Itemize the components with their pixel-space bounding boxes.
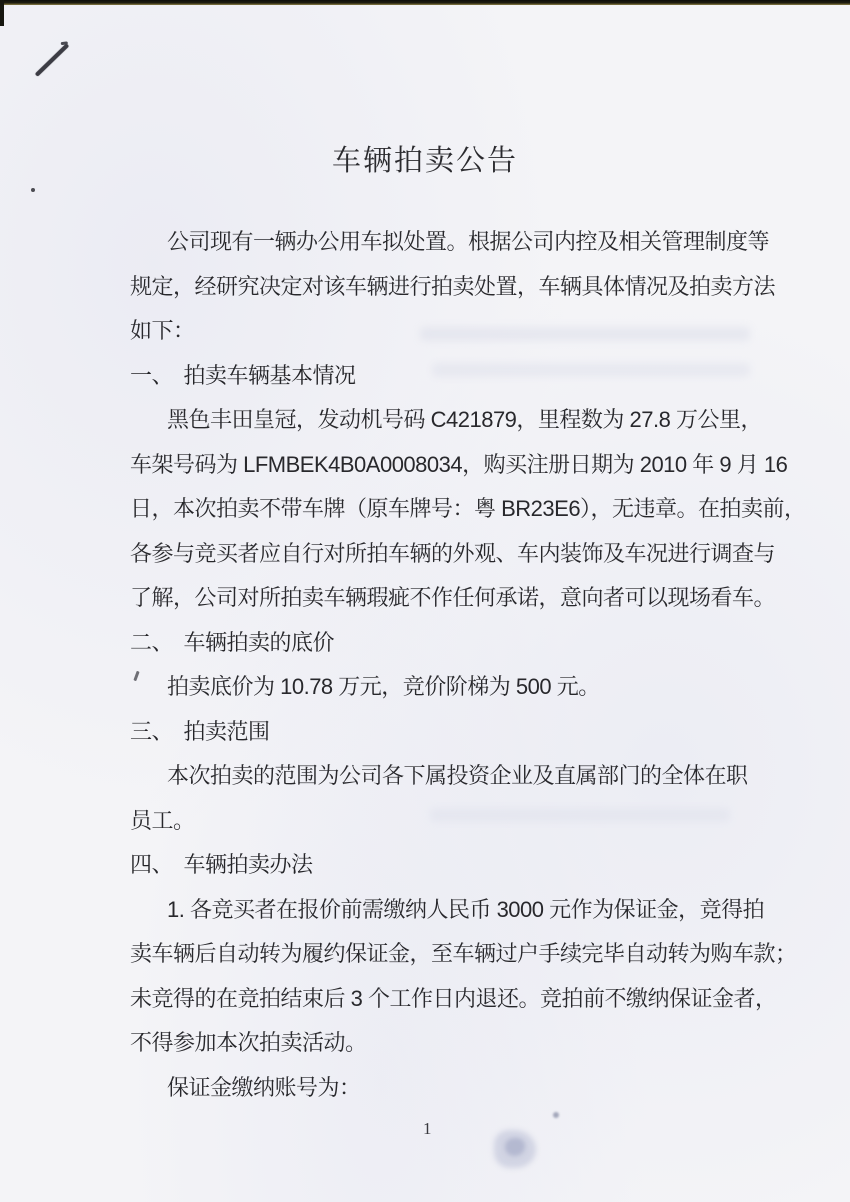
- ink-dot-mark: [31, 188, 35, 192]
- paragraph-line: 了解，公司对所拍卖车辆瑕疵不作任何承诺，意向者可以现场看车。: [130, 585, 776, 610]
- paragraph-line: 公司现有一辆办公用车拟处置。根据公司内控及相关管理制度等: [167, 229, 770, 254]
- section-heading-3: 三、 拍卖范围: [130, 718, 270, 744]
- section-heading-1: 一、 拍卖车辆基本情况: [130, 362, 356, 388]
- paragraph-line: 员工。: [130, 807, 195, 833]
- paragraph-line: 保证金缴纳账号为：: [167, 1074, 361, 1100]
- paragraph-line: 1. 各竞买者在报价前需缴纳人民币 3000 元作为保证金，竞得拍: [167, 896, 765, 922]
- paragraph-line: 本次拍卖的范围为公司各下属投资企业及直属部门的全体在职: [167, 763, 748, 788]
- paragraph-line: 不得参加本次拍卖活动。: [130, 1030, 367, 1055]
- paragraph-line: 卖车辆后自动转为履约保证金，至车辆过户手续完毕自动转为购车款；: [130, 941, 797, 966]
- page-number: 1: [423, 1119, 432, 1138]
- paragraph-line: 各参与竞买者应自行对所拍车辆的外观、车内装饰及车况进行调查与: [130, 540, 776, 566]
- document-body: [130, 220, 806, 1110]
- section-heading-4: 四、 车辆拍卖办法: [130, 852, 313, 877]
- scanner-edge-shadow: [0, 0, 850, 5]
- paragraph-line: 日，本次拍卖不带车牌（原车牌号：粤 BR23E6），无违章。在拍卖前，: [130, 496, 806, 521]
- pen-stroke-mark: [35, 43, 69, 76]
- section-heading-2: 二、 车辆拍卖的底价: [130, 629, 335, 655]
- paragraph-line: 如下：: [130, 318, 195, 343]
- ink-speck: [553, 1112, 559, 1118]
- paragraph-line: 规定，经研究决定对该车辆进行拍卖处置，车辆具体情况及拍卖方法: [130, 273, 776, 299]
- paragraph-line: 拍卖底价为 10.78 万元，竞价阶梯为 500 元。: [167, 674, 600, 699]
- scanner-corner-shadow: [0, 0, 4, 26]
- paragraph-line: 黑色丰田皇冠，发动机号码 C421879，里程数为 27.8 万公里，: [167, 407, 762, 432]
- paragraph-line: 车架号码为 LFMBEK4B0A0008034，购买注册日期为 2010 年 9 月 16: [130, 451, 788, 477]
- paragraph-line: 未竞得的在竞拍结束后 3 个工作日内退还。竞拍前不缴纳保证金者，: [130, 985, 777, 1011]
- document-title: 车辆拍卖公告: [331, 145, 518, 177]
